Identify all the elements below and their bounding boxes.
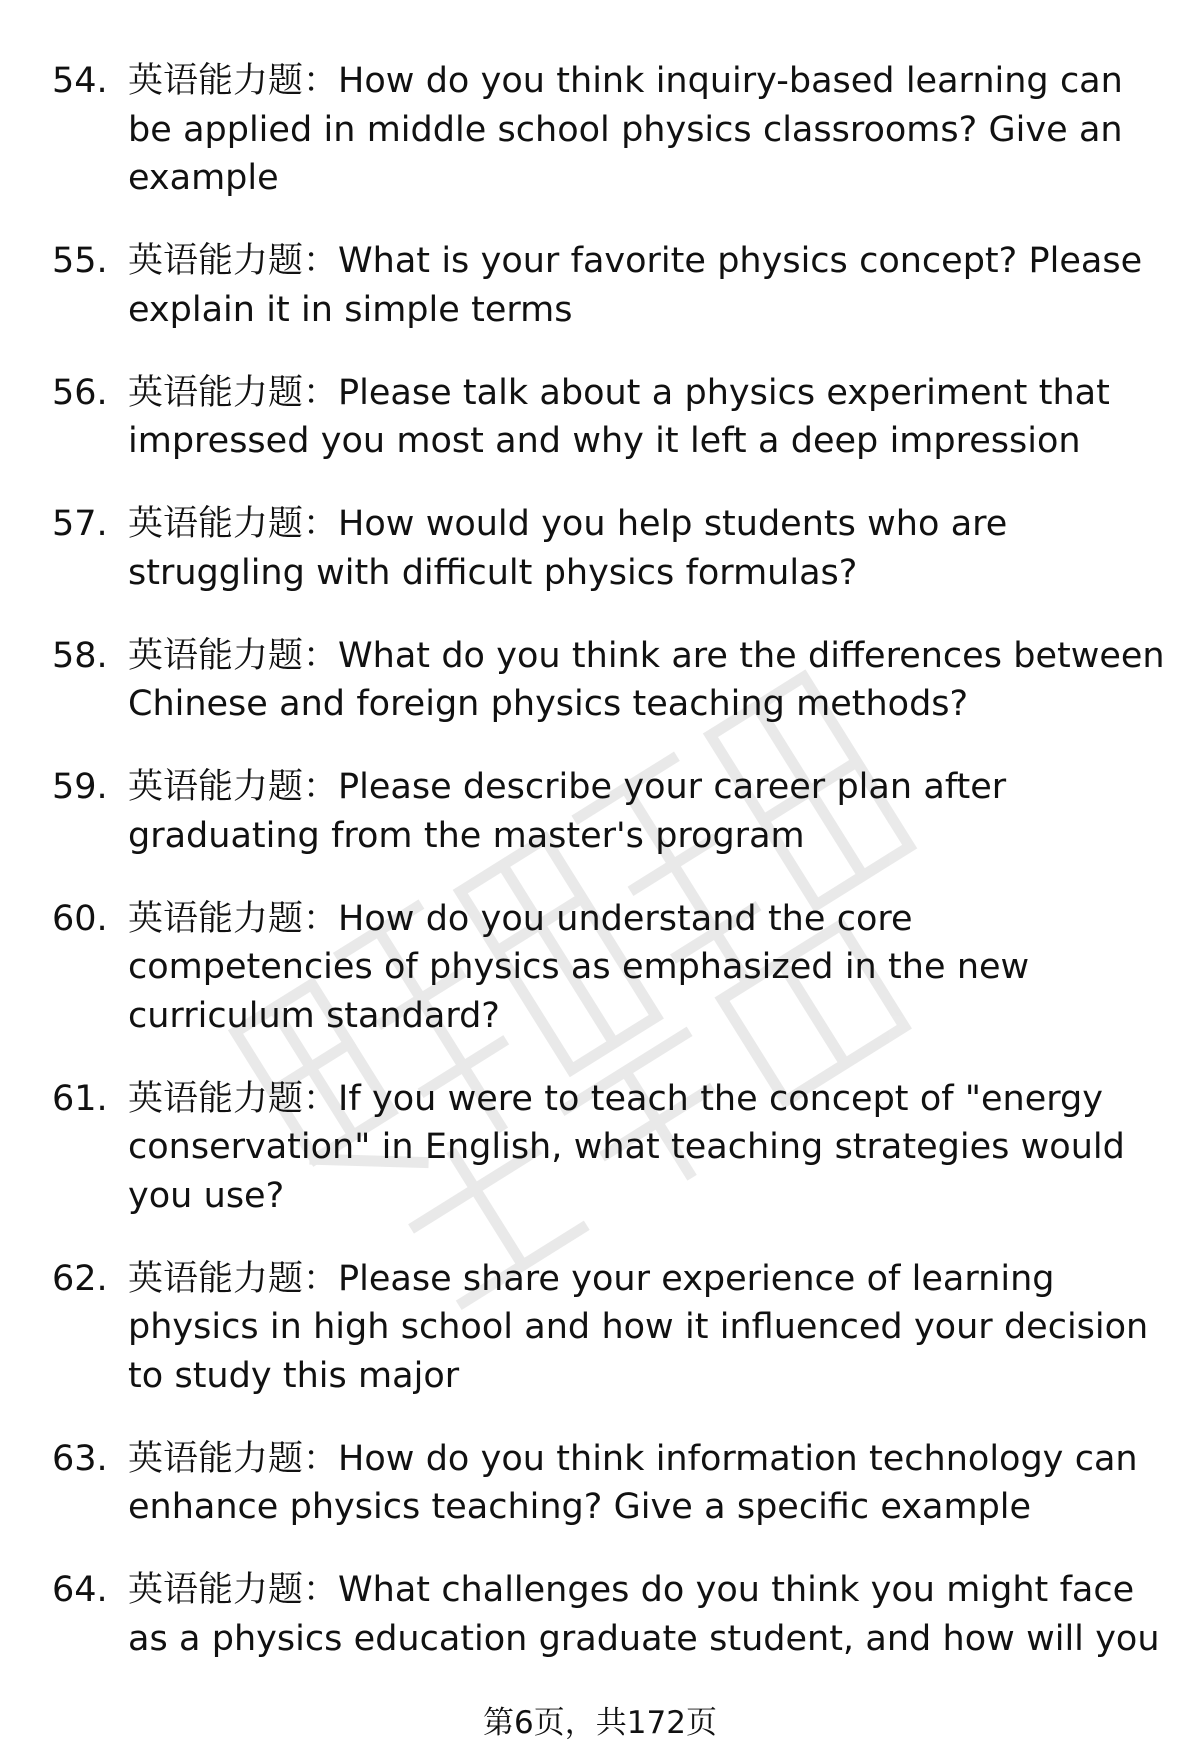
question-separator: ： [303,1438,339,1479]
question-text: Please talk about a physics experiment that impressed you most and why it left a deep impression [128,372,1110,462]
question-content [128,763,1168,860]
question-item [0,1566,1200,1663]
question-category: 英语能力题 [128,372,304,413]
question-separator: ： [303,635,339,676]
question-number: 56. [52,372,108,413]
question-category: 英语能力题 [128,898,304,939]
question-content [128,1075,1168,1221]
question-category: 英语能力题 [128,504,304,545]
question-item [0,1255,1200,1401]
question-text: How do you understand the core competencies of physics as emphasized in the new curriculum standard? [128,898,1030,1036]
page-number-label: 第6页，共172页 [483,1705,717,1741]
question-content [128,1435,1168,1532]
question-category: 英语能力题 [128,1438,304,1479]
page-footer [0,1703,1200,1743]
question-item [0,369,1200,466]
question-text: Please share your experience of learning physics in high school and how it influenced your decision to study this major [128,1258,1149,1396]
question-item [0,632,1200,729]
question-content [128,500,1168,597]
question-text: How do you think inquiry-based learning can be applied in middle school physics classrooms? Give an example [128,61,1123,199]
question-number: 62. [52,1258,108,1299]
question-category: 英语能力题 [128,767,304,808]
question-content [128,57,1168,203]
question-number: 64. [52,1570,108,1611]
question-separator: ： [303,372,339,413]
question-number: 55. [52,241,108,282]
question-category: 英语能力题 [128,635,304,676]
question-item [0,237,1200,334]
question-separator: ： [303,767,339,808]
question-content [128,895,1168,1041]
question-text: What challenges do you think you might face as a physics education graduate student, and how will you [128,1570,1160,1659]
question-item [0,500,1200,597]
question-separator: ： [303,898,339,939]
question-category: 英语能力题 [128,1258,304,1299]
question-separator: ： [303,1570,339,1611]
question-number: 60. [52,898,108,939]
question-separator: ： [303,1078,339,1119]
question-item [0,57,1200,203]
question-text: Please describe your career plan after graduating from the master's program [128,767,1007,856]
question-number: 59. [52,767,108,808]
question-content [128,1566,1168,1663]
question-text: How do you think information technology can enhance physics teaching? Give a specific example [128,1438,1138,1528]
question-separator: ： [303,61,339,101]
question-category: 英语能力题 [128,241,304,282]
question-content [128,1255,1168,1401]
question-list [0,57,1200,1698]
question-text: How would you help students who are struggling with difficult physics formulas? [128,504,1008,593]
question-item [0,1075,1200,1221]
question-content [128,237,1168,334]
question-category: 英语能力题 [128,1078,304,1119]
question-category: 英语能力题 [128,61,304,101]
question-number: 61. [52,1078,108,1119]
question-number: 58. [52,635,108,676]
question-text: What do you think are the differences between Chinese and foreign physics teaching methods? [128,635,1165,725]
question-category: 英语能力题 [128,1570,304,1611]
question-number: 54. [52,61,108,101]
question-content [128,632,1168,729]
question-separator: ： [303,504,339,545]
question-content [128,369,1168,466]
question-number: 63. [52,1438,108,1479]
question-text: What is your favorite physics concept? Please explain it in simple terms [128,241,1143,330]
question-item [0,763,1200,860]
question-separator: ： [303,241,339,282]
question-item [0,895,1200,1041]
question-text: If you were to teach the concept of "energy conservation" in English, what teaching strategies would you use? [128,1078,1125,1216]
question-number: 57. [52,504,108,545]
question-separator: ： [303,1258,339,1299]
question-item [0,1435,1200,1532]
